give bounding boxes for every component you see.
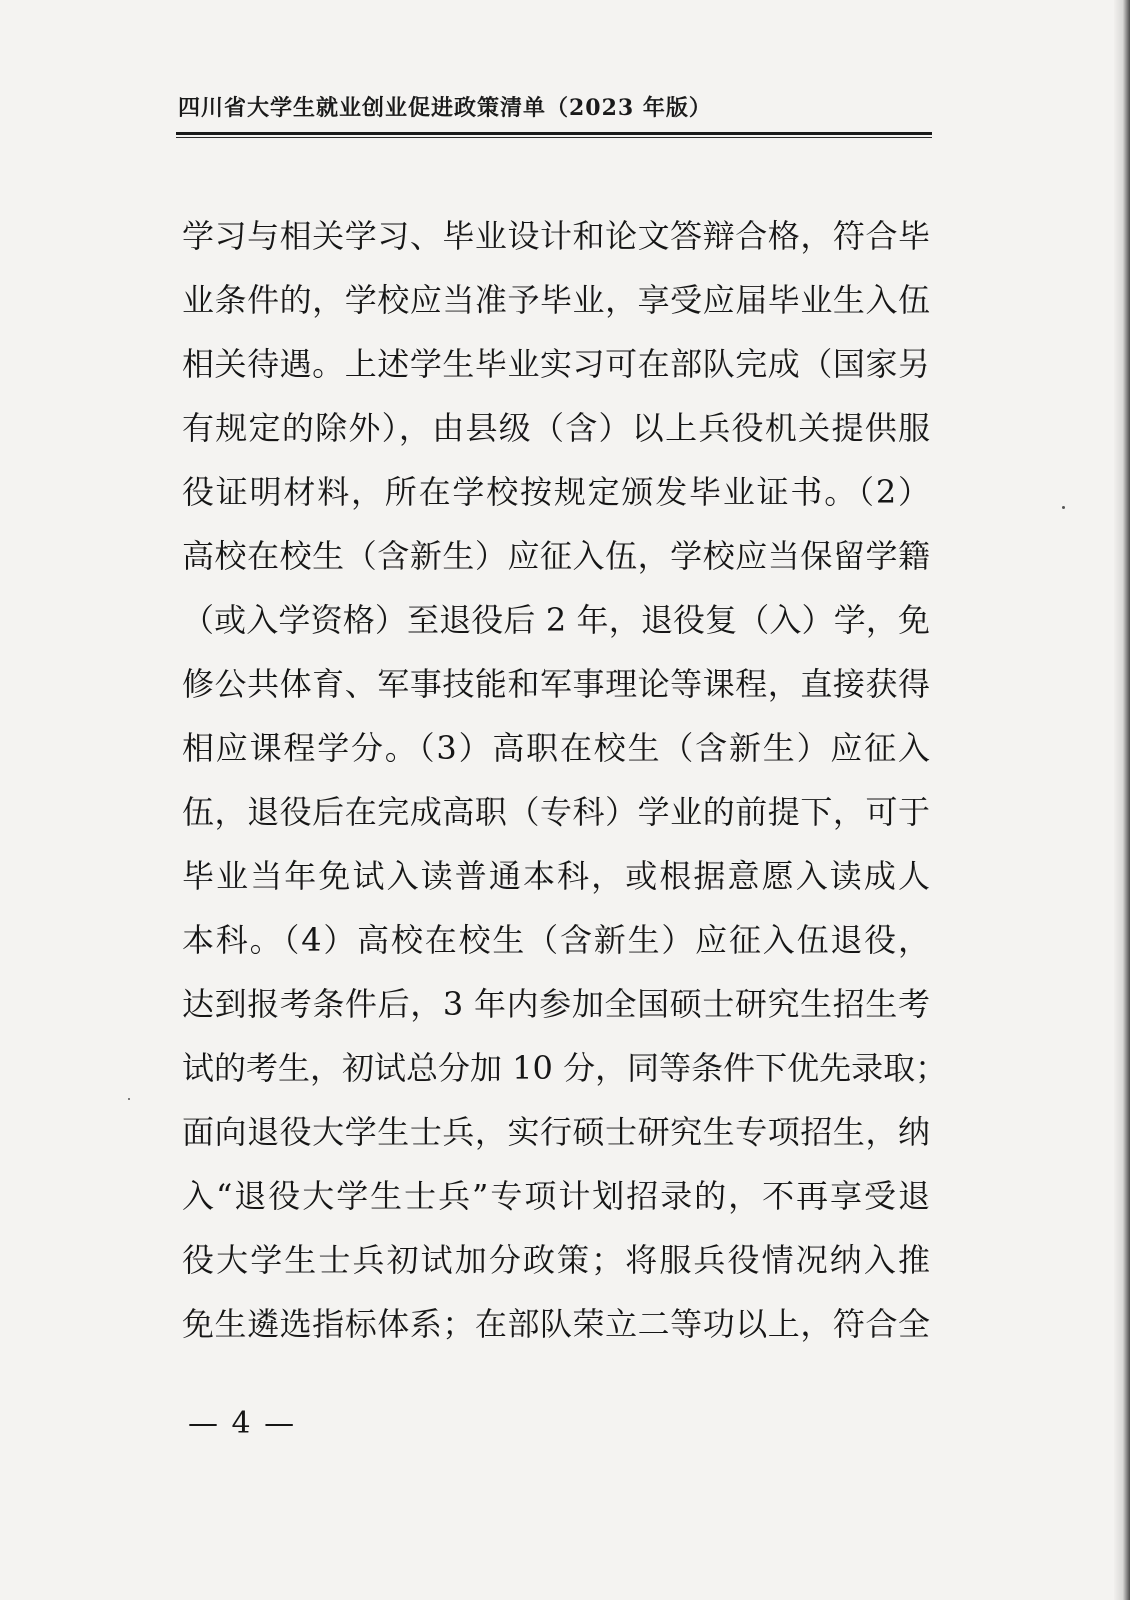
text-line: 试的考生，初试总分加 10 分，同等条件下优先录取； — [182, 1049, 948, 1087]
text-line: 高校在校生（含新生）应征入伍，学校应当保留学籍 — [182, 537, 930, 575]
text-line: 业条件的，学校应当准予毕业，享受应届毕业生入伍 — [182, 281, 930, 319]
text-line: 入“退役大学生士兵”专项计划招录的，不再享受退 — [182, 1177, 930, 1215]
text-line: 伍，退役后在完成高职（专科）学业的前提下，可于 — [182, 793, 930, 831]
text-line: 毕业当年免试入读普通本科，或根据意愿入读成人 — [182, 857, 930, 895]
text-line: 免生遴选指标体系；在部队荣立二等功以上，符合全 — [182, 1305, 930, 1343]
scan-speck — [128, 1098, 130, 1100]
page-number: — 4 — — [188, 1406, 297, 1441]
body-text — [182, 204, 948, 1356]
text-line: 面向退役大学生士兵，实行硕士研究生专项招生，纳 — [182, 1113, 930, 1151]
text-line: 学习与相关学习、毕业设计和论文答辩合格，符合毕 — [182, 217, 930, 255]
running-header: 四川省大学生就业创业促进政策清单（2023 年版） — [178, 95, 712, 121]
text-line: 役大学生士兵初试加分政策；将服兵役情况纳入推 — [182, 1241, 930, 1279]
header-rule-thick — [176, 132, 932, 135]
text-line: 有规定的除外），由县级（含）以上兵役机关提供服 — [182, 409, 930, 447]
text-line: 本科。（4）高校在校生（含新生）应征入伍退役， — [182, 921, 930, 959]
text-line: 相关待遇。上述学生毕业实习可在部队完成（国家另 — [182, 345, 930, 383]
text-line: （或入学资格）至退役后 2 年，退役复（入）学，免 — [182, 601, 930, 639]
text-line: 役证明材料，所在学校按规定颁发毕业证书。（2） — [182, 473, 930, 511]
text-line: 达到报考条件后，3 年内参加全国硕士研究生招生考 — [182, 985, 930, 1023]
header-rule-thin — [176, 137, 932, 138]
text-line: 修公共体育、军事技能和军事理论等课程，直接获得 — [182, 665, 930, 703]
scan-page-edge — [1114, 0, 1130, 1600]
text-line: 相应课程学分。（3）高职在校生（含新生）应征入 — [182, 729, 930, 767]
scan-speck — [1062, 506, 1065, 509]
